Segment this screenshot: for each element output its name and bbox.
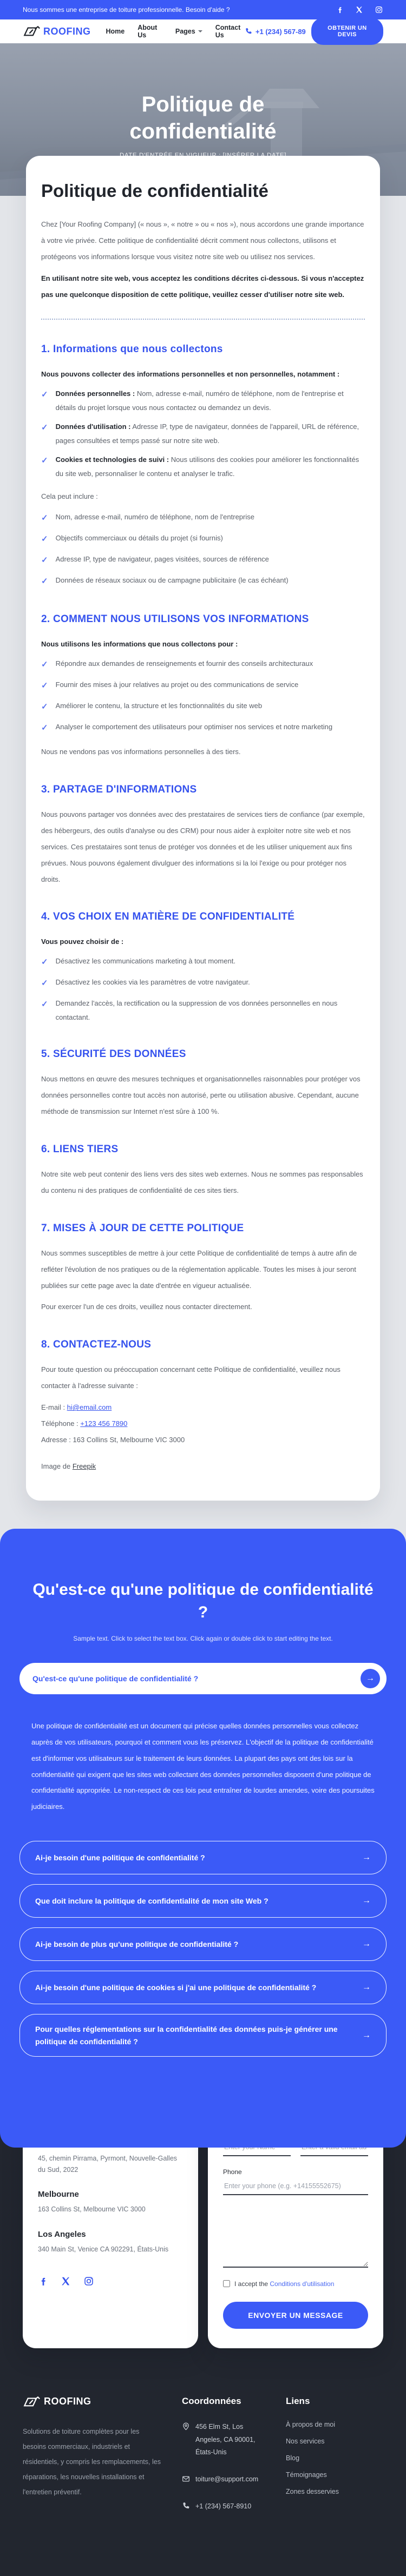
- arrow-right-icon: →: [362, 2030, 371, 2040]
- roofing-logo-icon: [23, 25, 41, 37]
- office-address: 340 Main St, Venice CA 902291, États-Unis: [38, 2245, 169, 2253]
- nav-menu: [106, 24, 245, 39]
- check-icon: ✓: [41, 660, 48, 670]
- footer-brand-col: [23, 2396, 163, 2527]
- section-heading: 1. Informations que nous collectons: [41, 344, 223, 355]
- faq-question-text: Ai-je besoin de plus qu'une politique de confidentialité ?: [35, 1939, 239, 1948]
- announcement-text: Nous sommes une entreprise de toiture professionnelle. Besoin d'aide ?: [23, 6, 230, 14]
- x-twitter-icon[interactable]: [61, 2276, 71, 2287]
- policy-sections: [41, 344, 365, 1470]
- footer-logo[interactable]: [23, 2396, 163, 2408]
- nav-item-about-us[interactable]: [137, 24, 162, 39]
- instagram-icon[interactable]: [83, 2276, 94, 2287]
- footer-address: 456 Elm St, Los Angeles, CA 90001, États-Unis: [195, 2422, 256, 2456]
- check-list: [41, 657, 365, 736]
- x-twitter-icon[interactable]: [355, 5, 364, 14]
- footer-coordinates-col: [182, 2396, 267, 2527]
- top-announcement-bar: [0, 0, 406, 19]
- check-list-item: [41, 531, 365, 547]
- check-icon: ✓: [41, 1000, 48, 1009]
- topbar-social-icons: [336, 5, 383, 14]
- check-item-text: Fournir des mises à jour relatives au projet ou des communications de service: [55, 681, 299, 689]
- footer-phone-row[interactable]: [182, 2500, 267, 2513]
- arrow-right-icon: →: [362, 1853, 371, 1862]
- check-item-text: Adresse IP, type de navigateur, pages visitées, sources de référence: [55, 555, 269, 564]
- brand-name: ROOFING: [44, 2396, 91, 2407]
- section-paragraph: Nous ne vendons pas vos informations personnelles à des tiers.: [41, 748, 241, 756]
- send-message-button[interactable]: ENVOYER UN MESSAGE: [223, 2302, 368, 2329]
- check-item-text: Données de réseaux sociaux ou de campagne publicitaire (le cas échéant): [55, 576, 289, 585]
- faq-question-pill[interactable]: [19, 2014, 387, 2057]
- consent-checkbox[interactable]: [223, 2280, 230, 2287]
- faq-section: [0, 1529, 406, 2148]
- faq-question-text: Ai-je besoin d'une politique de cookies si j'ai une politique de confidentialité ?: [35, 1983, 317, 1992]
- nav-item-label: Pages: [175, 28, 195, 35]
- chevron-down-icon: [198, 30, 202, 32]
- faq-featured-question[interactable]: [19, 1663, 387, 1694]
- check-item-text: Données personnelles : Nom, adresse e-mail, numéro de téléphone, nom de l'entreprise et détails du projet lorsque vous nous contactez ou demandez un devis.: [55, 389, 344, 412]
- arrow-right-icon: →: [362, 1896, 371, 1906]
- check-item-text: Nom, adresse e-mail, numéro de téléphone, nom de l'entreprise: [55, 513, 254, 521]
- contact-form: [223, 2139, 368, 2329]
- nav-phone[interactable]: [245, 28, 306, 36]
- facebook-icon[interactable]: [38, 2276, 49, 2287]
- check-icon: ✓: [41, 577, 48, 586]
- instagram-icon[interactable]: [375, 5, 383, 14]
- check-icon: ✓: [41, 423, 48, 433]
- section-paragraph: Nous pouvons collecter des informations personnelles et non personnelles, notamment :: [41, 370, 340, 379]
- nav-item-label: Home: [106, 28, 125, 35]
- check-list-item: [41, 954, 365, 970]
- footer-links: [286, 2421, 383, 2495]
- check-item-text: Répondre aux demandes de renseignements et fournir des conseils architecturaux: [55, 659, 313, 668]
- office-list: [38, 2139, 183, 2255]
- check-list-item: [41, 996, 365, 1025]
- faq-title: Qu'est-ce qu'une politique de confidentialité ?: [32, 1580, 374, 1621]
- contact-link[interactable]: +123 456 7890: [80, 1419, 128, 1428]
- faq-featured-question-text: Qu'est-ce qu'une politique de confidentialité ?: [32, 1674, 199, 1683]
- faq-question-pill[interactable]: [19, 1884, 387, 1918]
- nav-item-home[interactable]: [106, 28, 125, 35]
- check-icon: ✓: [41, 723, 48, 733]
- check-icon: ✓: [41, 957, 48, 967]
- arrow-right-icon: →: [362, 1983, 371, 1992]
- section-paragraph: Nous sommes susceptibles de mettre à jour cette Politique de confidentialité de temps à autre afin de refléter l'évolution de nos pratiques ou de la réglementation applicable. Toutes les mises à jour seront publiées sur cette page avec la date d'entrée en vigueur actualisée.: [41, 1249, 357, 1290]
- footer-link-t-moignages[interactable]: Témoignages: [286, 2471, 327, 2479]
- contact-line: Téléphone : +123 456 7890: [41, 1419, 128, 1428]
- phone-input[interactable]: [223, 2178, 368, 2195]
- hero-content: [0, 43, 406, 159]
- check-list-item: [41, 510, 365, 526]
- check-list-item: [41, 678, 365, 694]
- check-item-text: Demandez l'accès, la rectification ou la suppression de vos données personnelles en nous contactant.: [55, 999, 338, 1022]
- contact-line: Adresse : 163 Collins St, Melbourne VIC 3000: [41, 1435, 185, 1444]
- section-heading: 2. COMMENT NOUS UTILISONS VOS INFORMATIONS: [41, 613, 309, 625]
- footer-description: Solutions de toiture complètes pour les besoins commerciaux, industriels et résidentiels, y compris les remplacements, les réparations, les nouvelles installations et l'entretien préventif.: [23, 2427, 161, 2496]
- check-icon: ✓: [41, 456, 48, 466]
- section-paragraph: Vous pouvez choisir de :: [41, 937, 124, 946]
- faq-question-pill[interactable]: [19, 1841, 387, 1874]
- section-paragraph: Notre site web peut contenir des liens vers des sites web externes. Nous ne sommes pas responsables du contenu ni des pratiques de confidentialité de ces sites tiers.: [41, 1170, 363, 1194]
- brand-name: ROOFING: [43, 25, 91, 37]
- check-icon: ✓: [41, 681, 48, 691]
- check-list-item: [41, 552, 365, 569]
- phone-icon: [245, 28, 252, 35]
- check-list: [41, 387, 365, 481]
- faq-answer: Une politique de confidentialité est un document qui précise quelles données personnelles vous collectez auprès de vos utilisateurs, pourquoi et comment vous les préservez. L'objectif de la politique de confidentialité est d'informer vos utilisateurs sur le traitement de leurs données. La plupart des pays ont des lois sur la confidentialité qui exigent que les sites web collectant des données personnelles disposent d'une politique de confidentialité appropriée. Le non-respect de ces lois peut entraîner de lourdes amendes, voire des poursuites judiciaires.: [31, 1721, 375, 1811]
- section-heading: 3. PARTAGE D'INFORMATIONS: [41, 784, 197, 796]
- section-heading: 7. MISES À JOUR DE CETTE POLITIQUE: [41, 1222, 244, 1234]
- nav-item-label: About Us: [137, 24, 158, 39]
- check-list-item: [41, 573, 365, 590]
- faq-subtitle: Sample text. Click to select the text box. Click again or double click to start editing the text.: [73, 1634, 333, 1642]
- office-address: 45, chemin Pirrama, Pyrmont, Nouvelle-Galles du Sud, 2022: [38, 2154, 178, 2174]
- check-icon: ✓: [41, 702, 48, 712]
- nav-phone-number: +1 (234) 567-89: [255, 27, 306, 36]
- check-icon: ✓: [41, 979, 48, 988]
- policy-title: Politique de confidentialité: [41, 181, 269, 201]
- nav-item-pages[interactable]: [175, 28, 202, 35]
- office-address: 163 Collins St, Melbourne VIC 3000: [38, 2205, 146, 2214]
- links-title: Liens: [286, 2395, 310, 2406]
- roofing-logo-icon: [23, 2396, 41, 2408]
- arrow-right-icon: →: [362, 1939, 371, 1949]
- faq-question-list: [19, 1841, 387, 2057]
- check-list: [41, 954, 365, 1025]
- nav-item-contact-us[interactable]: [215, 24, 245, 39]
- get-quote-button[interactable]: OBTENIR UN DEVIS: [311, 18, 383, 45]
- office-city: Los Angeles: [38, 2229, 86, 2239]
- hero-title: Politique de confidentialité: [129, 93, 277, 143]
- image-credit: Image de Freepik: [41, 1462, 96, 1470]
- footer-email: toiture@support.com: [195, 2475, 259, 2483]
- check-icon: ✓: [41, 390, 48, 400]
- section-heading: 6. LIENS TIERS: [41, 1144, 119, 1155]
- offices-social-icons: [38, 2276, 183, 2287]
- section-paragraph: Cela peut inclure :: [41, 492, 98, 501]
- contact-line: E-mail : hi@email.com: [41, 1403, 112, 1412]
- freepik-link[interactable]: Freepik: [72, 1462, 96, 1470]
- check-icon: ✓: [41, 556, 48, 565]
- section-paragraph: Pour exercer l'un de ces droits, veuillez nous contacter directement.: [41, 1303, 252, 1311]
- footer-link-blog[interactable]: Blog: [286, 2454, 300, 2462]
- terms-link[interactable]: Conditions d'utilisation: [270, 2280, 335, 2288]
- footer-phone: +1 (234) 567-8910: [195, 2502, 252, 2510]
- section-paragraph: Nous utilisons les informations que nous collectons pour :: [41, 640, 238, 649]
- footer: [0, 2348, 406, 2576]
- section-paragraph: Nous mettons en œuvre des mesures techniques et organisationnelles raisonnables pour protéger vos données personnelles contre tout accès non autorisé, perte ou utilisation abusive. Cependant, aucune méthode de transmission sur Internet n'est sûre à 100 %.: [41, 1075, 361, 1116]
- check-item-text: Cookies et technologies de suivi : Nous utilisons des cookies pour améliorer les fonctionnalités du site web, personnaliser le contenu et analyser le trafic.: [55, 455, 359, 478]
- dark-band: [0, 2132, 406, 2576]
- section-heading: 4. VOS CHOIX EN MATIÈRE DE CONFIDENTIALITÉ: [41, 911, 295, 923]
- footer-link-nos-services[interactable]: Nos services: [286, 2437, 325, 2445]
- check-item-text: Améliorer le contenu, la structure et les fonctionnalités du site web: [55, 702, 263, 710]
- nav-item-label: Contact Us: [215, 24, 241, 39]
- policy-intro-bold: En utilisant notre site web, vous acceptez les conditions décrites ci-dessous. Si vous n'acceptez pas une quelconque disposition de cette politique, veuillez cesser d'utiliser notre site web.: [41, 274, 364, 299]
- phone-label: Phone: [223, 2168, 242, 2176]
- main-navbar: [0, 19, 406, 43]
- brand-logo[interactable]: [23, 25, 91, 37]
- footer-link-zones-desservies[interactable]: Zones desservies: [286, 2487, 339, 2495]
- check-item-text: Objectifs commerciaux ou détails du projet (si fournis): [55, 534, 223, 543]
- section-heading: 5. SÉCURITÉ DES DONNÉES: [41, 1048, 186, 1060]
- nav-right: [245, 18, 383, 45]
- privacy-policy-card: [26, 156, 380, 1501]
- section-paragraph: Pour toute question ou préoccupation concernant cette Politique de confidentialité, veuillez nous contacter à l'adresse suivante :: [41, 1365, 340, 1390]
- check-list-item: [41, 387, 365, 415]
- faq-question-text: Que doit inclure la politique de confidentialité de mon site Web ?: [35, 1896, 269, 1905]
- consent-row: [223, 2280, 368, 2288]
- check-item-text: Désactivez les communications marketing à tout moment.: [55, 957, 235, 966]
- check-list-item: [41, 975, 365, 992]
- location-pin-icon: [182, 2422, 190, 2430]
- footer-links-col: [286, 2396, 383, 2527]
- arrow-right-icon: →: [361, 1669, 380, 1688]
- check-item-text: Analyser le comportement des utilisateurs pour optimiser nos services et notre marketing: [55, 723, 333, 731]
- check-list-item: [41, 699, 365, 715]
- section-paragraph: Nous pouvons partager vos données avec des prestataires de services tiers de confiance (par exemple, des hébergeurs, des outils d'analyse ou des CRM) pour nous aider à exploiter notre site web et nos services. Ces prestataires sont tenus de protéger vos données et de les utiliser uniquement aux fins prévues. Nous pouvons également divulguer des informations si la loi l'exige ou pour protéger nos droits.: [41, 810, 365, 883]
- office-city: Melbourne: [38, 2190, 79, 2199]
- contact-link[interactable]: hi@email.com: [67, 1403, 112, 1412]
- check-list-item: [41, 657, 365, 673]
- footer-address-row: [182, 2421, 267, 2459]
- section-heading: 8. CONTACTEZ-NOUS: [41, 1339, 152, 1351]
- coordinates-title: Coordonnées: [182, 2395, 241, 2406]
- consent-text: I accept the Conditions d'utilisation: [234, 2280, 335, 2288]
- faq-question-pill[interactable]: [19, 1927, 387, 1961]
- check-list: [41, 510, 365, 590]
- policy-card-wrapper: [0, 156, 406, 1501]
- check-item-text: Désactivez les cookies via les paramètres de votre navigateur.: [55, 978, 250, 987]
- faq-question-pill[interactable]: [19, 1971, 387, 2004]
- facebook-icon[interactable]: [336, 5, 344, 14]
- footer-link-propos-de-moi[interactable]: À propos de moi: [286, 2420, 336, 2428]
- check-list-item: [41, 420, 365, 448]
- envelope-icon: [182, 2475, 190, 2483]
- policy-intro: Chez [Your Roofing Company] (« nous », « notre » ou « nos »), nous accordons une grande importance à votre vie privée. Cette politique de confidentialité décrit comment nous collectons, utilisons et protégeons vos informations lorsque vous visitez notre site web ou utilisez nos services.: [41, 220, 364, 261]
- footer-email-row[interactable]: [182, 2473, 267, 2486]
- check-icon: ✓: [41, 534, 48, 544]
- check-icon: ✓: [41, 513, 48, 523]
- check-list-item: [41, 453, 365, 481]
- faq-question-text: Pour quelles réglementations sur la confidentialité des données puis-je générer une politique de confidentialité ?: [35, 2025, 338, 2046]
- phone-icon: [182, 2502, 190, 2510]
- dotted-divider: [41, 319, 365, 320]
- message-textarea[interactable]: [223, 2209, 368, 2268]
- check-list-item: [41, 720, 365, 736]
- faq-question-text: Ai-je besoin d'une politique de confidentialité ?: [35, 1853, 205, 1862]
- check-item-text: Données d'utilisation : Adresse IP, type de navigateur, données de l'appareil, URL de référence, pages consultées et temps passé sur notre site web.: [55, 422, 359, 445]
